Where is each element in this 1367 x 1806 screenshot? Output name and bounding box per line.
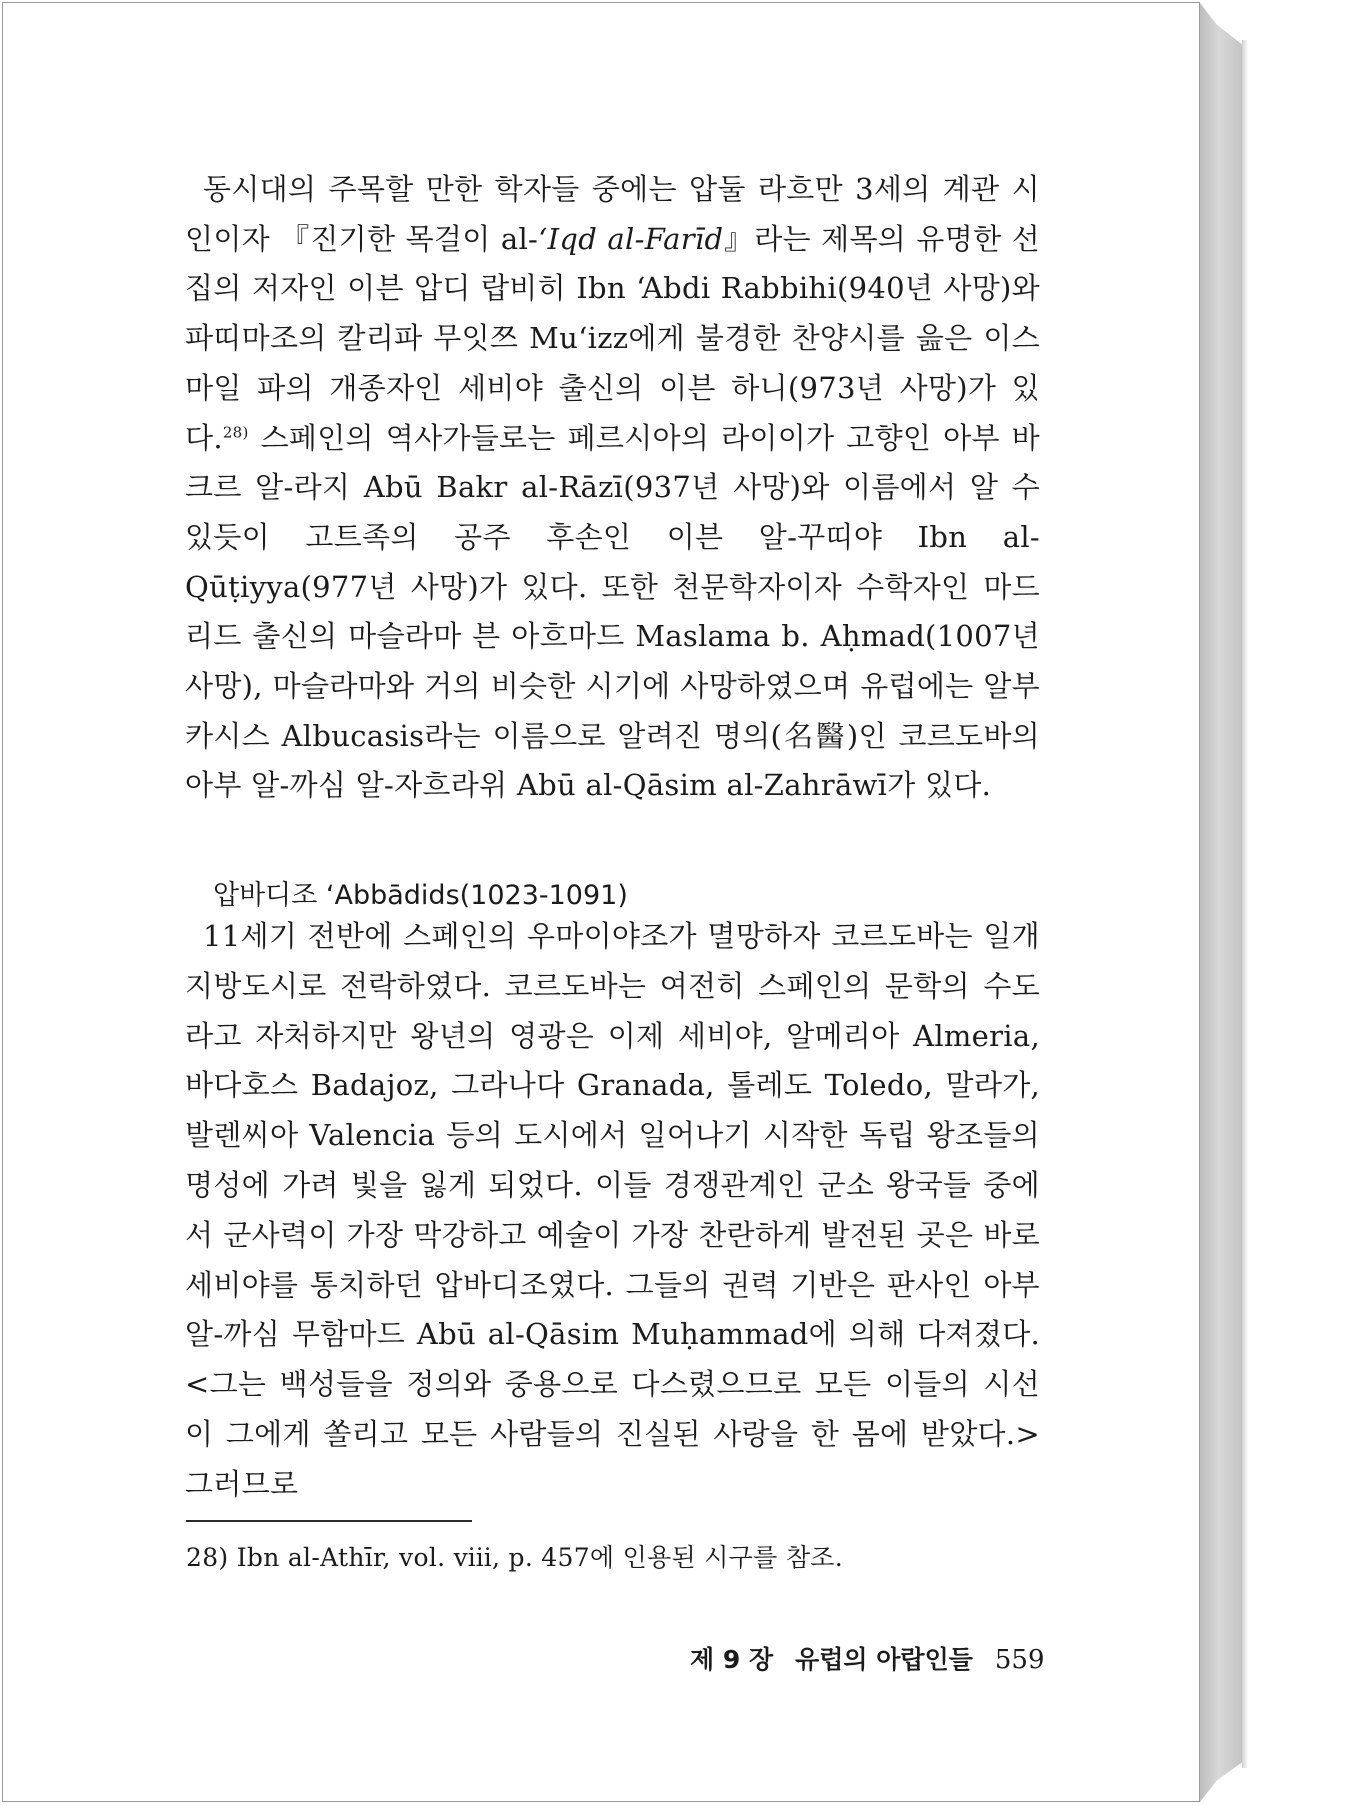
page-shadow xyxy=(1242,40,1248,1768)
footnote-text: 28) Ibn al-Athīr, vol. ⅷ, p. 457에 인용된 시구를 참조. xyxy=(186,1543,843,1572)
footnote-divider xyxy=(186,1520,472,1522)
paragraph-1-text-b: 』라는 제목의 유명한 선집의 저자인 이븐 압디 랍비히 Ibn ʻAbdi Rabbihi(940년 사망)와 파띠마조의 칼리파 무잇쯔 Muʻizz에게 불경한 찬양시를 읊은 이스마일 파의 개종자인 세비야 출신의 이븐 하니(973년 사망)가 있다. xyxy=(185,221,1041,455)
page-number: 559 xyxy=(994,1645,1045,1675)
chapter-title: 유럽의 아랍인들 xyxy=(795,1645,973,1674)
book-title-iqd: ʻIqd al-Farīd xyxy=(538,221,724,256)
page-stack-edge xyxy=(1200,3,1242,1802)
chapter-label: 제 9 장 xyxy=(690,1645,774,1674)
section-heading: 압바디조 ʻAbbādids(1023-1091) xyxy=(213,880,628,911)
footnote-marker: 28) xyxy=(222,422,249,441)
running-footer xyxy=(690,1640,1045,1676)
body-paragraph-1 xyxy=(185,165,1040,811)
paragraph-1-text-a: 동시대의 주목할 만한 학자들 중에는 압둘 라흐만 3세의 계관 시인이자 『진기한 목걸이 al- xyxy=(185,172,1040,256)
paragraph-1-text-c: 스페인의 역사가들로는 페르시아의 라이이가 고향인 아부 바크르 알-라지 Abū Bakr al-Rāzī(937년 사망)와 이름에서 알 수 있듯이 고트족의 공주 후손인 이븐 알-꾸띠야 Ibn al-Qūṭiyya(977년 사망)가 있다. 또한 천문학자이자 수학자인 마드리드 출신의 마슬라마 븐 아흐마드 Maslama b. Aḥmad(1007년 사망), 마슬라마와 거의 비슷한 시기에 사망하였으며 유럽에는 알부카시스 Albucasis라는 이름으로 알려진 명의(名醫)인 코르도바의 아부 알-까심 알-자흐라위 Abū al-Qāsim al-Zahrāwī가 있다. xyxy=(185,420,1040,803)
body-paragraph-2: 11세기 전반에 스페인의 우마이야조가 멸망하자 코르도바는 일개 지방도시로 전락하였다. 코르도바는 여전히 스페인의 문학의 수도라고 자처하지만 왕년의 영광은 이제 세비야, 알메리아 Almeria, 바다호스 Badajoz, 그라나다 Granada, 톨레도 Toledo, 말라가, 발렌씨아 Valencia 등의 도시에서 일어나기 시작한 독립 왕조들의 명성에 가려 빛을 잃게 되었다. 이들 경쟁관계인 군소 왕국들 중에서 군사력이 가장 막강하고 예술이 가장 찬란하게 발전된 곳은 바로 세비야를 통치하던 압바디조였다. 그들의 권력 기반은 판사인 아부 알-까심 무함마드 Abū al-Qāsim Muḥammad에 의해 다져졌다. <그는 백성들을 정의와 중용으로 다스렸으므로 모든 이들의 시선이 그에게 쏠리고 모든 사람들의 진실된 사랑을 한 몸에 받았다.> 그러므로 xyxy=(185,919,1040,1501)
